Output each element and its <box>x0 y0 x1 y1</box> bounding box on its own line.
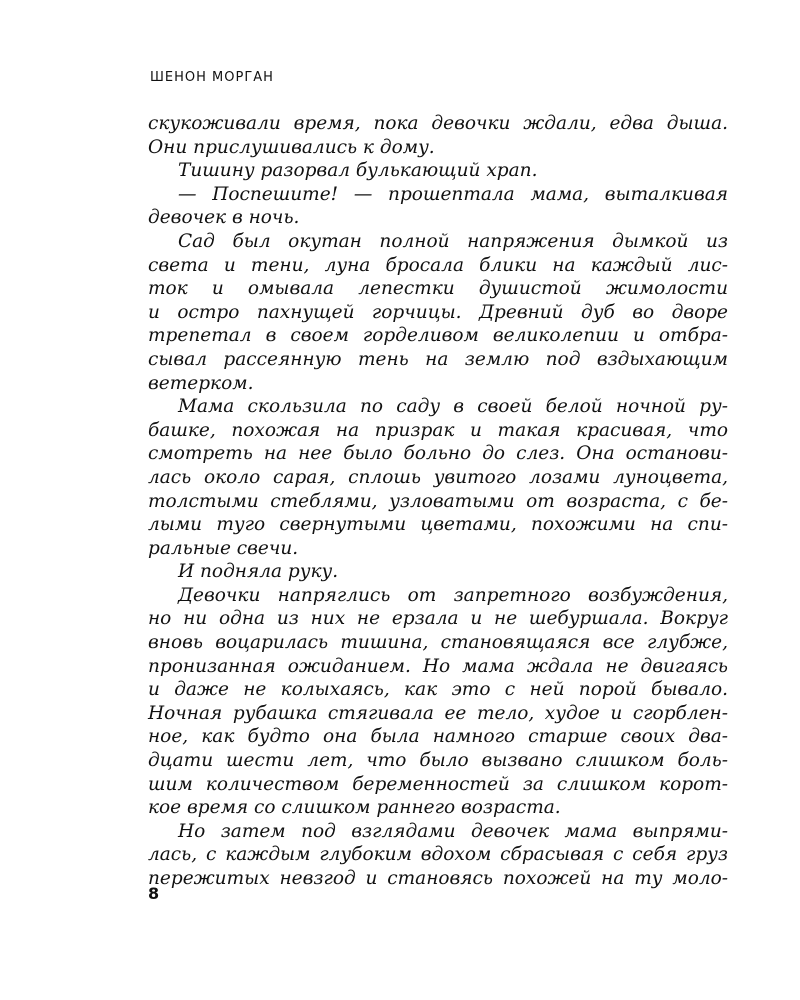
text-line: башке, похожая на призрак и такая красивая, что <box>148 419 728 441</box>
text-line: сывал рассеянную тень на землю под вздыхающим <box>148 348 728 370</box>
text-line: лыми туго свернутыми цветами, похожими на спи- <box>148 514 728 536</box>
text-line: И подняла руку. <box>178 561 339 583</box>
text-line: Но затем под взглядами девочек мама выпрями- <box>178 820 728 842</box>
text-line: вновь воцарилась тишина, становящаяся все глубже, <box>148 632 728 654</box>
text-line: Они прислушивались к дому. <box>148 136 435 158</box>
text-line: трепетал в своем горделивом великолепии и отбра- <box>148 325 728 347</box>
text-line: света и тени, луна бросала блики на каждый лис- <box>148 254 728 276</box>
text-line: Мама скользила по саду в своей белой ночной ру- <box>178 396 728 418</box>
text-line: Девочки напряглись от запретного возбуждения, <box>178 584 728 606</box>
page-number: 8 <box>148 884 160 903</box>
text-line: кое время со слишком раннего возраста. <box>148 797 561 819</box>
text-line: лась около сарая, сплошь увитого лозами луноцвета, <box>148 466 728 488</box>
text-line: и даже не колыхаясь, как это с ней порой бывало. <box>148 679 728 701</box>
text-line: пережитых невзгод и становясь похожей на ту моло- <box>148 868 728 889</box>
text-line: ток и омывала лепестки душистой жимолости <box>148 278 728 300</box>
text-line: Сад был окутан полной напряжения дымкой из <box>178 230 728 252</box>
text-line: скукоживали время, пока девочки ждали, едва дыша. <box>148 113 728 134</box>
text-line: толстыми стеблями, узловатыми от возраста, с бе- <box>148 490 728 512</box>
body-text <box>148 112 728 891</box>
text-line: ральные свечи. <box>148 537 299 559</box>
text-line: девочек в ночь. <box>148 207 300 229</box>
text-line: пронизанная ожиданием. Но мама ждала не двигаясь <box>148 655 728 677</box>
text-line: и остро пахнущей горчицы. Древний дуб во дворе <box>148 301 728 323</box>
text-line: дцати шести лет, что было вызвано слишком боль- <box>148 750 728 772</box>
text-line: шим количеством беременностей за слишком корот- <box>148 773 728 795</box>
running-head: ШЕНОН МОРГАН <box>150 70 274 85</box>
text-line: лась, с каждым глубоким вдохом сбрасывая с себя груз <box>148 844 728 866</box>
text-line: Тишину разорвал булькающий храп. <box>178 160 538 182</box>
text-line: но ни одна из них не ерзала и не шебуршала. Вокруг <box>148 608 728 630</box>
text-line: — Поспешите! — прошептала мама, выталкивая <box>178 183 728 205</box>
text-line: ное, как будто она была намного старше своих два- <box>148 726 728 748</box>
text-line: смотреть на нее было больно до слез. Она останови- <box>148 443 728 465</box>
text-line: Ночная рубашка стягивала ее тело, худое и сгорблен- <box>148 702 728 724</box>
text-line: ветерком. <box>148 372 254 394</box>
